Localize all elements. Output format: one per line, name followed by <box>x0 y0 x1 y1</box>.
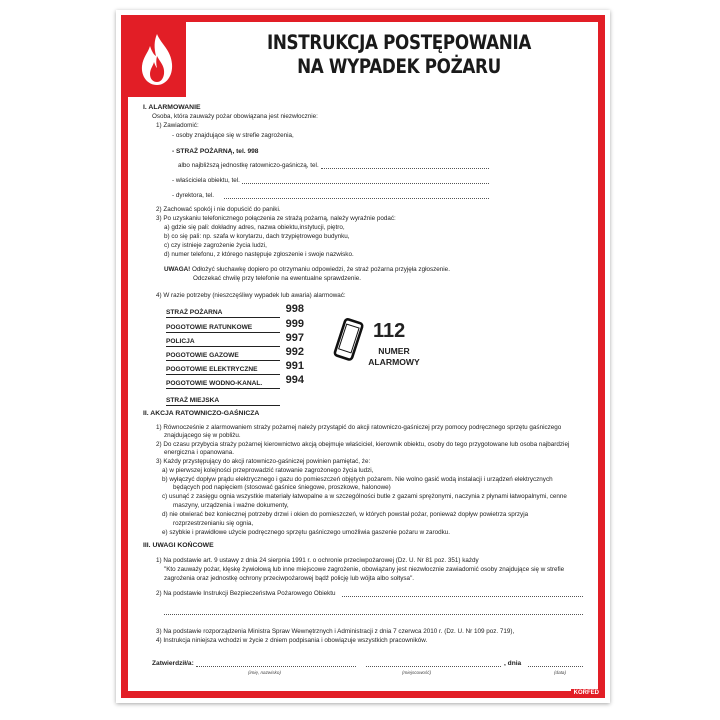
fill-line <box>242 183 489 184</box>
point-4: 4) W razie potrzeby (nieszczęśliwy wypadek lub awaria) alarmować: <box>156 292 346 299</box>
instruction-content <box>116 10 610 703</box>
s2-line: maszyny, urządzenia i ważne dokumenty, <box>173 502 289 509</box>
s3-line: zagrożenia oraz jednostkę ochrony przeciwpożarowej bądź policję lub wójta albo sołtysa". <box>164 575 415 582</box>
service-row: POGOTOWIE ELEKTRYCZNE 991 <box>166 360 304 373</box>
s3-line: 4) Instrukcja niniejsza wchodzi w życie z dniem podpisania i obowiązuje wszystkich pracowników. <box>156 637 428 644</box>
s2-line: 1) Równocześnie z alarmowaniem straży pożarnej należy przystąpić do akcji ratowniczo-gaśniczej przy pomocy podręcznego sprzętu gaśniczego <box>156 424 562 431</box>
fill-line <box>321 168 489 169</box>
s3-line: "Kto zauważy pożar, klęskę żywiołową lub inne miejscowe zagrożenie, obowiązany jest niezwłocznie zawiadomić osoby znajdujące się w strefie <box>164 566 565 573</box>
s3-line: 3) Na podstawie rozporządzenia Ministra Spraw Wewnętrznych i Administracji z dnia 7 czerwca 2010 r. (Dz. U. Nr 109 poz. 719), <box>156 628 515 635</box>
service-row: POLICJA 997 <box>166 332 304 345</box>
service-row: POGOTOWIE GAZOWE 992 <box>166 346 304 359</box>
s2-line: rozprzestrzenianiu się ognia, <box>173 520 254 527</box>
alarm-number-label: NUMER ALARMOWY <box>368 346 420 367</box>
brand-logo: KORFED <box>571 689 602 698</box>
title-line-1: INSTRUKCJA POSTĘPOWANIA <box>266 31 532 54</box>
caption-place: (miejscowość) <box>402 670 432 675</box>
approved-label: Zatwierdził/a: <box>152 660 194 667</box>
point-1b-fire-brigade: - STRAŻ POŻARNĄ, tel. 998 <box>172 148 259 155</box>
alarm-number: 112 <box>373 320 406 342</box>
point-2: 2) Zachować spokój i nie dopuścić do paniki. <box>156 206 281 213</box>
fill-line <box>224 198 489 199</box>
point-3d: d) numer telefonu, z którego następuje zgłoszenie i swoje nazwisko. <box>164 251 354 258</box>
point-1c: albo najbliższą jednostkę ratowniczo-gaśniczą, tel. <box>178 162 319 169</box>
point-3a: a) gdzie się pali: dokładny adres, nazwa obiektu,instytucji, piętro, <box>164 224 345 231</box>
point-1e: - dyrektora, tel. <box>172 192 214 199</box>
point-1a: - osoby znajdujące się w strefie zagrożenia, <box>172 132 294 139</box>
point-3b: b) co się pali: np. szafa w korytarzu, dach trzypiętrowego budynku, <box>164 233 350 240</box>
caption-date: (data) <box>554 670 567 675</box>
point-1d: - właściciela obiektu, tel. <box>172 177 240 184</box>
s3-line: 1) Na podstawie art. 9 ustawy z dnia 24 sierpnia 1991 r. o ochronie przeciwpożarowej (Dz. U. Nr 81 poz. 351) każdy <box>156 557 479 564</box>
point-3c: c) czy istnieje zagrożenie życia ludzi, <box>164 242 267 249</box>
service-row: STRAŻ POŻARNA 998 <box>166 303 304 316</box>
place-line <box>366 666 501 667</box>
s2-line: 3) Każdy przystępujący do akcji ratowniczo-gaśniczej powinien pamiętać, że: <box>156 458 371 465</box>
section-2-heading: II. AKCJA RATOWNICZO-GAŚNICZA <box>143 410 260 417</box>
s2-line: znajdującego się w pobliżu. <box>164 432 241 439</box>
point-3: 3) Po uzyskaniu telefonicznego połączenia ze strażą pożarną, należy wyraźnie podać: <box>156 215 396 222</box>
signature-line <box>196 666 356 667</box>
s2-line: c) usunąć z zasięgu ognia wszystkie materiały łatwopalne a w szczególności butle z gazami sprężonymi, naczynia z płynami łatwopalnymi, cenne <box>162 493 567 500</box>
s2-line: d) nie otwierać bez koniecznej potrzeby drzwi i okien do pomieszczeń, w których powstał pożar, ponieważ dopływ powietrza sprzyja <box>162 511 529 518</box>
service-row: POGOTOWIE RATUNKOWE 999 <box>166 318 304 331</box>
warning-line-1 <box>164 266 450 274</box>
title-line-2: NA WYPADEK POŻARU <box>297 55 501 78</box>
fill-line <box>342 596 583 597</box>
service-row: POGOTOWIE WODNO-KANAL. 994 <box>166 374 304 387</box>
s2-line: e) szybkie i prawidłowe użycie podręcznego sprzętu gaśniczego umożliwia gaszenie pożaru w zarodku. <box>162 529 451 536</box>
caption-name: (imię, nazwisko) <box>248 670 281 675</box>
s3-line: 2) Na podstawie Instrukcji Bezpieczeństwa Pożarowego Obiektu <box>156 590 336 597</box>
warning-label: UWAGA! <box>164 266 191 273</box>
s2-line: a) w pierwszej kolejności przeprowadzić ratowanie zagrożonego życia ludzi, <box>162 467 374 474</box>
section-1-heading: I. ALARMOWANIE <box>143 104 201 111</box>
s2-line: 2) Do czasu przybycia straży pożarnej kierownictwo akcją obejmuje właściciel, kierownik obiektu, osoby do tego przygotowane lub osoba najbardziej <box>156 441 570 448</box>
fire-instruction-sign <box>116 10 610 703</box>
warning-text: Odłożyć słuchawkę dopiero po otrzymaniu odpowiedzi, że straż pożarna przyjęła zgłoszenie. <box>190 266 450 273</box>
date-label: , dnia <box>504 660 522 667</box>
s2-line: energiczna i opanowana. <box>164 449 235 456</box>
s2-line: b) wyłączyć dopływ prądu elektrycznego i gazu do pomieszczeń objętych pożarem. Nie wolno gasić wodą instalacji i urządzeń elektrycznych <box>162 476 553 483</box>
s2-line: będących pod napięciem (stosować gaśnice śniegowe, proszkowe, halonowe) <box>173 484 391 491</box>
fill-line <box>164 614 583 615</box>
warning-line-2: Odczekać chwilę przy telefonie na ewentualne sprawdzenie. <box>193 275 362 282</box>
point-1: 1) Zawiadomić: <box>156 122 199 129</box>
service-row: STRAŻ MIEJSKA <box>166 394 304 406</box>
section-1-intro: Osoba, która zauważy pożar obowiązana jest niezwłocznie: <box>152 113 318 120</box>
date-line <box>528 666 583 667</box>
section-3-heading: III. UWAGI KOŃCOWE <box>143 542 214 549</box>
